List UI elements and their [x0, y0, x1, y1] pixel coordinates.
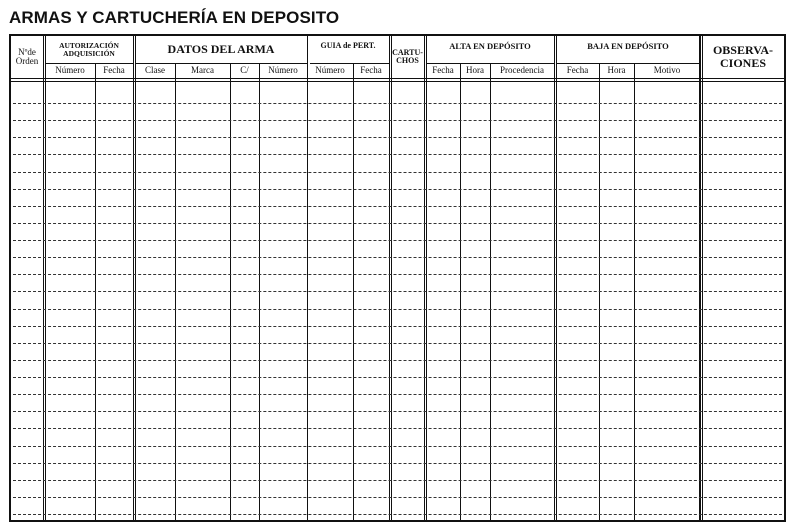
column-rule [424, 36, 425, 520]
subheader-guia-numero: Número [315, 65, 345, 76]
entry-row-line [13, 223, 782, 224]
column-rule [556, 36, 557, 520]
subheader-marca: Marca [191, 65, 214, 76]
column-rule [426, 36, 427, 520]
subheader-baja-fecha: Fecha [566, 65, 589, 76]
entry-row-line [13, 360, 782, 361]
entry-row-line [13, 446, 782, 447]
entry-row-line [13, 394, 782, 395]
entry-row-line [13, 274, 782, 275]
column-rule [554, 36, 555, 520]
entry-row-line [13, 103, 782, 104]
column-rule [391, 36, 392, 520]
header-cartuchos: CARTU- CHOS [392, 47, 423, 65]
header-guia: GUIA de PERT. [320, 40, 376, 50]
subheader-arma-numero: Número [268, 65, 298, 76]
subheader-guia-fecha: Fecha [360, 65, 382, 76]
entry-row-line [13, 137, 782, 138]
column-rule [45, 36, 46, 520]
header-alta: ALTA EN DEPÓSITO [449, 40, 531, 51]
register-table [9, 34, 786, 522]
entry-row-line [13, 480, 782, 481]
column-rule [702, 36, 703, 520]
header-autorizacion: AUTORIZACIÓN ADQUISICIÓN [59, 40, 119, 58]
subheader-alta-hora: Hora [466, 65, 484, 76]
entry-row-line [13, 326, 782, 327]
subheader-alta-fecha: Fecha [432, 65, 454, 76]
entry-row-line [13, 172, 782, 173]
subheader-clase: Clase [145, 65, 165, 76]
form-title: ARMAS Y CARTUCHERÍA EN DEPOSITO [9, 8, 340, 27]
subheader-aut-numero: Número [55, 65, 85, 76]
entry-row-line [13, 154, 782, 155]
entry-row-line [13, 291, 782, 292]
column-rule [307, 36, 308, 520]
entry-row-line [13, 206, 782, 207]
entry-row-line [13, 120, 782, 121]
entry-row-line [13, 463, 782, 464]
entry-row-line [13, 189, 782, 190]
header-datos-arma: DATOS DEL ARMA [167, 42, 275, 57]
entry-row-line [13, 377, 782, 378]
header-baja: BAJA EN DEPÓSITO [587, 40, 669, 51]
header-observaciones: OBSERVA- CIONES [712, 43, 774, 70]
entry-row-line [13, 309, 782, 310]
entry-row-line [13, 497, 782, 498]
subheader-calibre: C/ [240, 65, 249, 76]
subheader-motivo: Motivo [653, 65, 681, 76]
entry-row-line [13, 343, 782, 344]
header-orden: Nºde Orden [15, 46, 39, 66]
entry-row-line [13, 411, 782, 412]
column-rule [43, 36, 44, 520]
entry-row-line [13, 428, 782, 429]
subheader-procedencia: Procedencia [500, 65, 544, 76]
entry-row-line [13, 257, 782, 258]
header-rule [11, 78, 784, 79]
column-rule [389, 36, 390, 520]
column-rule [133, 36, 134, 520]
column-rule [699, 36, 701, 520]
entry-row-line [13, 514, 782, 515]
entry-row-line [13, 240, 782, 241]
subheader-aut-fecha: Fecha [103, 65, 125, 76]
subheader-baja-hora: Hora [607, 65, 626, 76]
header-rule [11, 81, 784, 82]
column-rule [135, 36, 136, 520]
